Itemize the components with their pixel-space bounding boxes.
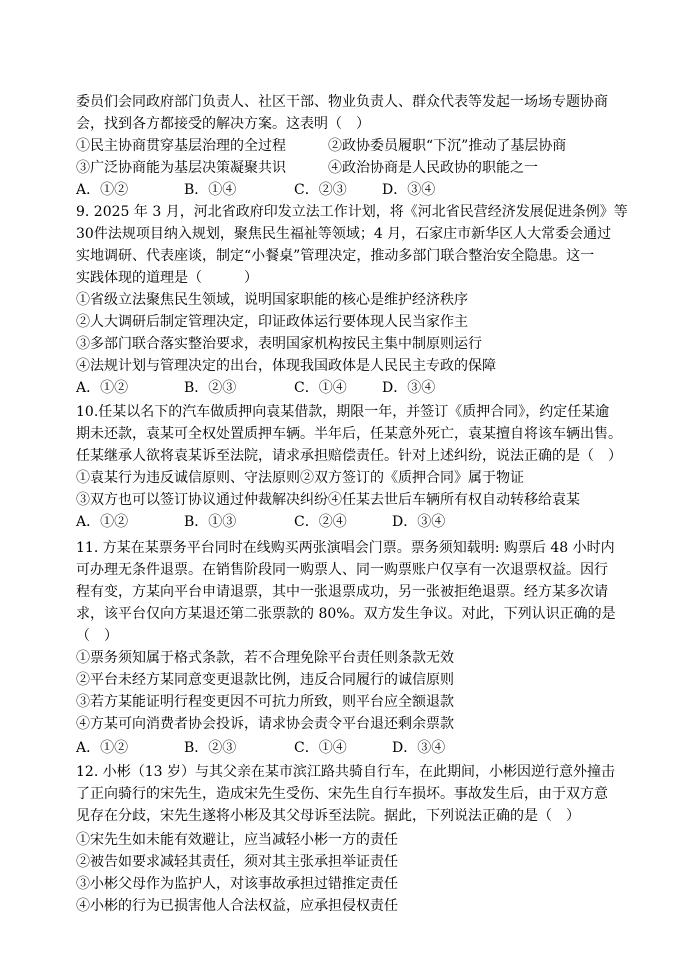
q12-statement-4: ④小彬的行为已损害他人合法权益，应承担侵权责任 bbox=[76, 898, 398, 914]
q9-statement-4: ④法规计划与管理决定的出台，体现我国政体是人民民主专政的保障 bbox=[76, 358, 496, 374]
q11-option-c[interactable]: C．①④ bbox=[294, 740, 347, 756]
q11-statement-1: ①票务须知属于格式条款，若不合理免除平台责任则条款无效 bbox=[76, 650, 454, 666]
q11-statement-3: ③若方某能证明行程变更因不可抗力所致，则平台应全额退款 bbox=[76, 694, 454, 710]
q9-statement-1: ①省级立法聚焦民生领域，说明国家职能的核心是维护经济秩序 bbox=[76, 292, 468, 308]
q10-option-c[interactable]: C．②④ bbox=[294, 514, 347, 530]
q11-stem-line-4: 求，该平台仅向方某退还第二张票款的 80%。双方发生争议。对此，下列认识正确的是 bbox=[76, 606, 616, 622]
q9-statement-3: ③多部门联合落实整治要求，表明国家机构按民主集中制原则运行 bbox=[76, 336, 482, 352]
q11-stem-line-5: （ ） bbox=[76, 628, 118, 644]
q8-option-d[interactable]: D．③④ bbox=[382, 182, 436, 198]
q11-statement-2: ②平台未经方某同意变更退款比例，违反合同履行的诚信原则 bbox=[76, 672, 454, 688]
q9-stem-line-4: 实践体现的道理是（ ） bbox=[76, 270, 258, 286]
q9-option-b[interactable]: B．②③ bbox=[184, 380, 237, 396]
q11-stem-line-3: 程有变，方某向平台申请退票，其中一张退票成功，另一张被拒绝退票。经方某多次请 bbox=[76, 584, 608, 600]
q10-option-a[interactable]: A．①② bbox=[76, 514, 129, 530]
q10-statement-line-1: ①袁某行为违反诚信原则、守法原则②双方签订的《质押合同》属于物证 bbox=[76, 470, 524, 486]
q11-stem-line-2: 可办理无条件退票。在销售阶段同一购票人、同一购票账户仅享有一次退票权益。因行 bbox=[76, 562, 608, 578]
q8-options bbox=[76, 180, 435, 201]
q12-stem-line-3: 见存在分歧，宋先生遂将小彬及其父母诉至法院。据此，下列说法正确的是（ ） bbox=[76, 808, 580, 824]
q10-stem-line-2: 期未还款，袁某可全权处置质押车辆。半年后，任某意外死亡，袁某擅自将该车辆出售。 bbox=[76, 426, 622, 442]
q9-stem-line-2: 30件法规项目纳入规划，聚焦民生福祉等领域；4 月，石家庄市新华区人大常委会通过 bbox=[76, 226, 612, 242]
q10-stem-line-3: 任某继承人欲将袁某诉至法院，请求承担赔偿责任。针对上述纠纷，说法正确的是（ ） bbox=[76, 448, 622, 464]
q9-stem-line-1: 9. 2025 年 3 月，河北省政府印发立法工作计划，将《河北省民营经济发展促进条例》等 bbox=[76, 204, 628, 220]
q10-stem-line-1: 10.任某以名下的汽车做质押向袁某借款，期限一年，并签订《质押合同》，约定任某逾 bbox=[76, 404, 610, 420]
q8-stem-line-2: 会，找到各方都接受的解决方案。这表明（ ） bbox=[76, 116, 370, 132]
q12-statement-2: ②被告如要求减轻其责任，须对其主张承担举证责任 bbox=[76, 854, 398, 870]
q11-stem-line-1: 11. 方某在某票务平台同时在线购买两张演唱会门票。票务须知载明: 购票后 48 小时内 bbox=[76, 540, 615, 556]
q8-option-c[interactable]: C．②③ bbox=[294, 182, 347, 198]
q8-option-a[interactable]: A．①② bbox=[76, 182, 129, 198]
q11-options bbox=[76, 738, 445, 759]
q9-option-c[interactable]: C．①④ bbox=[294, 380, 347, 396]
q8-statement-line-2: ③广泛协商能为基层决策凝聚共识 ④政治协商是人民政协的职能之一 bbox=[76, 160, 538, 176]
q9-option-a[interactable]: A．①② bbox=[76, 380, 129, 396]
q8-option-b[interactable]: B．①④ bbox=[184, 182, 237, 198]
q12-statement-3: ③小彬父母作为监护人，对该事故承担过错推定责任 bbox=[76, 876, 398, 892]
q8-statement-line-1: ①民主协商贯穿基层治理的全过程 ②政协委员履职“下沉”推动了基层协商 bbox=[76, 138, 567, 154]
q11-option-a[interactable]: A．①② bbox=[76, 740, 129, 756]
q11-option-d[interactable]: D．③④ bbox=[392, 740, 446, 756]
q10-option-b[interactable]: B．①③ bbox=[184, 514, 237, 530]
q10-statement-line-2: ③双方也可以签订协议通过仲裁解决纠纷④任某去世后车辆所有权自动转移给袁某 bbox=[76, 492, 580, 508]
q9-option-d[interactable]: D．③④ bbox=[382, 380, 436, 396]
q12-statement-1: ①宋先生如未能有效避让，应当减轻小彬一方的责任 bbox=[76, 832, 398, 848]
q11-statement-4: ④方某可向消费者协会投诉，请求协会责令平台退还剩余票款 bbox=[76, 716, 454, 732]
q8-stem-line-1: 委员们会同政府部门负责人、社区干部、物业负责人、群众代表等发起一场场专题协商 bbox=[76, 94, 608, 110]
q10-option-d[interactable]: D．③④ bbox=[392, 514, 446, 530]
q9-options bbox=[76, 378, 435, 399]
q9-statement-2: ②人大调研后制定管理决定，印证政体运行要体现人民当家作主 bbox=[76, 314, 468, 330]
q12-stem-line-2: 了正向骑行的宋先生，造成宋先生受伤、宋先生自行车损坏。事故发生后，由于双方意 bbox=[76, 786, 608, 802]
q9-stem-line-3: 实地调研、代表座谈，制定“小餐桌”管理决定，推动多部门联合整治安全隐患。这一 bbox=[76, 248, 595, 264]
q11-option-b[interactable]: B．②③ bbox=[184, 740, 237, 756]
q10-options bbox=[76, 512, 445, 533]
q12-stem-line-1: 12. 小彬（13 岁）与其父亲在某市滨江路共骑自行车，在此期间，小彬因逆行意外撞击 bbox=[76, 764, 615, 780]
